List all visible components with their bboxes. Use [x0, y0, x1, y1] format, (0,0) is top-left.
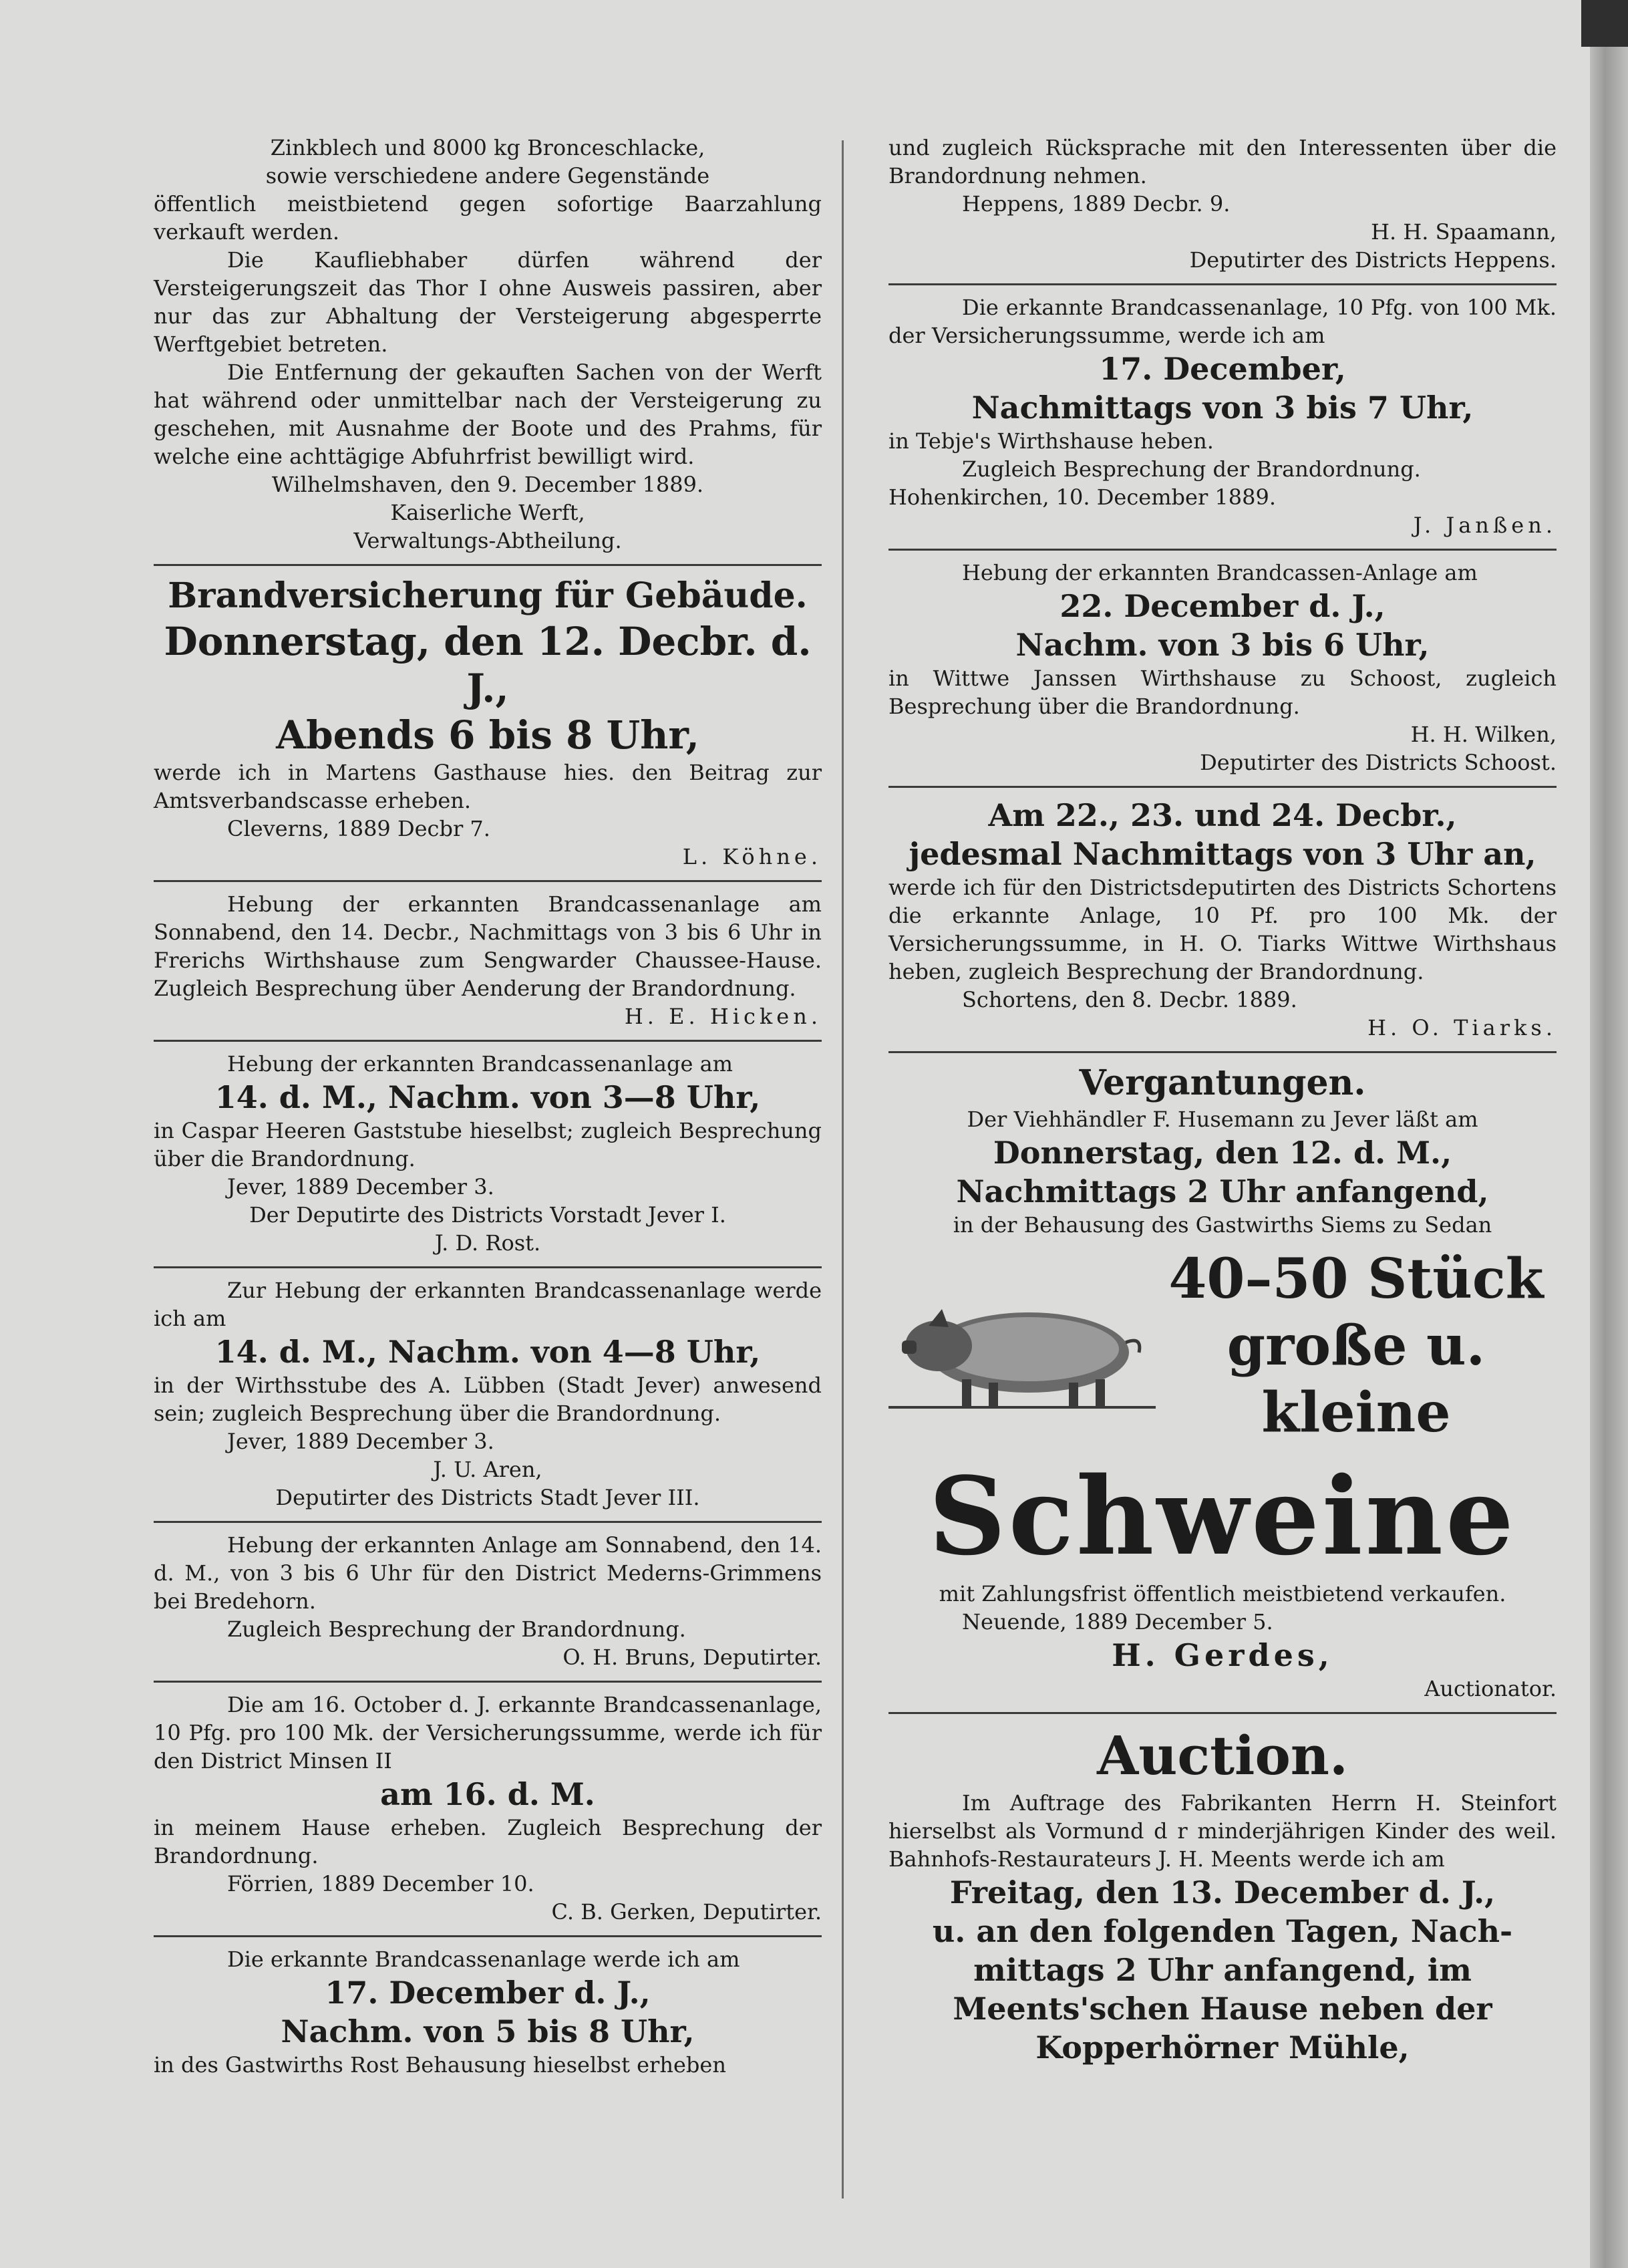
signature-role: Auctionator.	[1424, 1676, 1557, 1701]
notice-date: u. an den folgenden Tagen, Nach-	[932, 1913, 1513, 1949]
notice-time: Nachmittags von 3 bis 7 Uhr,	[971, 390, 1474, 426]
section-rule	[888, 786, 1557, 788]
notice-time: Nachm. von 5 bis 8 Uhr,	[281, 2013, 695, 2049]
section-rule	[154, 1040, 822, 1042]
place-date: Jever, 1889 December 3.	[227, 1429, 494, 1454]
notice-rost-behausung	[154, 1945, 822, 2079]
notice-body: werde ich in Martens Gasthause hies. den Beitrag zur Amtsverbandscasse erheben.	[154, 760, 822, 813]
column-divider	[842, 140, 844, 2199]
pig-icon	[888, 1279, 1156, 1413]
signature: L. Köhne.	[682, 844, 822, 869]
notice-heading: Vergantungen.	[1079, 1062, 1366, 1103]
notice-bruns	[154, 1531, 822, 1671]
notice-wilken	[888, 559, 1557, 776]
notice-vergantungen	[888, 1061, 1557, 1703]
signature: H. O. Tiarks.	[1367, 1015, 1557, 1040]
left-column	[154, 134, 822, 2079]
notice-aren	[154, 1276, 822, 1512]
notice-body: in der Wirthsstube des A. Lübben (Stadt Jever) anwesend sein; zugleich Besprechung über die Brandordnung.	[154, 1373, 822, 1426]
notice-rost	[154, 1050, 822, 1257]
notice-heading: Auction.	[1097, 1724, 1348, 1787]
section-rule	[888, 549, 1557, 551]
notice-time: jedesmal Nachmittags von 3 Uhr an,	[909, 836, 1536, 872]
signature: H. H. Wilken,	[1410, 722, 1557, 747]
signature: Der Deputirte des Districts Vorstadt Jever I.	[249, 1202, 726, 1228]
notice-brandversicherung	[154, 574, 822, 871]
notice-body: Hebung der erkannten Anlage am Sonnabend, den 14. d. M., von 3 bis 6 Uhr für den District Mederns-Grimmens bei Bredehorn.	[154, 1532, 822, 1614]
notice-gerken	[154, 1691, 822, 1926]
signature: C. B. Gerken, Deputirter.	[551, 1899, 822, 1925]
notice-date: Donnerstag, den 12. d. M.,	[993, 1135, 1452, 1171]
notice-date: Freitag, den 13. December d. J.,	[949, 1874, 1496, 1910]
signature: H. Gerdes,	[1112, 1637, 1333, 1673]
notice-date: Am 22., 23. und 24. Decbr.,	[988, 797, 1457, 833]
text-line: Zugleich Besprechung der Brandordnung.	[227, 1616, 686, 1642]
section-rule	[888, 283, 1557, 285]
notice-heading: Brandversicherung für Gebäude.	[168, 575, 808, 616]
text-line: Zinkblech und 8000 kg Bronceschlacke,	[270, 135, 705, 160]
signature: Deputirter des Districts Schoost.	[1200, 750, 1557, 775]
notice-date: Donnerstag, den 12. Decbr. d. J.,	[164, 619, 812, 711]
place-date: Schortens, den 8. Decbr. 1889.	[962, 987, 1297, 1012]
notice-body: Hebung der erkannten Brandcassenanlage am Sonnabend, den 14. Decbr., Nachmittags von 3 bis 6 Uhr in Frerichs Wirthshause zum Sengwarder Chaussee-Hause. Zugleich Besprechung über Aenderung der Brandordnung.	[154, 891, 822, 1001]
scan-corner	[1581, 0, 1628, 47]
notice-time: Nachm. von 3 bis 6 Uhr,	[1015, 627, 1430, 663]
notice-location: Meents'schen Hause neben der	[953, 1991, 1492, 2027]
notice-time: Nachmittags 2 Uhr anfangend,	[956, 1173, 1489, 1210]
notice-body: Die erkannte Brandcassenanlage, 10 Pfg. von 100 Mk. der Versicherungssumme, werde ich am	[888, 295, 1557, 348]
place-date: Hohenkirchen, 10. December 1889.	[888, 484, 1277, 510]
text-line: Die Kaufliebhaber dürfen während der Versteigerungszeit das Thor I ohne Ausweis passiren, aber nur das zur Abhaltung der Versteigerung abgesperrte Werftgebiet betreten.	[154, 247, 822, 357]
text-line: Zur Hebung der erkannten Brandcassenanlage werde ich am	[154, 1278, 822, 1331]
section-rule	[154, 1681, 822, 1683]
text-line: Die Entfernung der gekauften Sachen von der Werft hat während oder unmittelbar nach der Versteigerung zu geschehen, mit Ausnahme der Boote und des Prahms, für welche eine achttägige Abfuhrfrist bewilligt wird.	[154, 360, 822, 469]
pig-illustration-row	[888, 1246, 1557, 1446]
notice-hicken	[154, 890, 822, 1030]
section-rule	[154, 564, 822, 566]
signature: Verwaltungs-Abtheilung.	[353, 528, 622, 553]
place-date: Jever, 1889 December 3.	[227, 1174, 494, 1199]
section-rule	[154, 1935, 822, 1937]
notice-body: in des Gastwirths Rost Behausung hieselbst erheben	[154, 2052, 726, 2078]
notice-date: 14. d. M., Nachm. von 3—8 Uhr,	[214, 1079, 761, 1115]
place-date: Wilhelmshaven, den 9. December 1889.	[271, 472, 704, 497]
signature: J. Janßen.	[1413, 513, 1557, 538]
text-line: Hebung der erkannten Brandcassen-Anlage am	[962, 560, 1478, 585]
notice-body: in Caspar Heeren Gaststube hieselbst; zugleich Besprechung über die Brandordnung.	[154, 1118, 822, 1171]
notice-body: Die am 16. October d. J. erkannte Brandcassenanlage, 10 Pfg. pro 100 Mk. der Versicherungssumme, werde ich für den District Minsen II	[154, 1692, 822, 1774]
notice-body: in Wittwe Janssen Wirthshause zu Schoost, zugleich Besprechung über die Brandordnung.	[888, 666, 1557, 719]
notice-date: mittags 2 Uhr anfangend, im	[973, 1952, 1472, 1988]
notice-body: in meinem Hause erheben. Zugleich Besprechung der Brandordnung.	[154, 1815, 822, 1868]
text-line: Die erkannte Brandcassenanlage werde ich am	[227, 1947, 740, 1972]
right-column	[888, 134, 1557, 2067]
text-line: in der Behausung des Gastwirths Siems zu Sedan	[953, 1212, 1492, 1238]
text-line: öffentlich meistbietend gegen sofortige Baarzahlung verkauft werden.	[154, 191, 822, 245]
text-line: mit Zahlungsfrist öffentlich meistbietend verkaufen.	[939, 1581, 1506, 1606]
place-date: Neuende, 1889 December 5.	[962, 1609, 1273, 1635]
notice-werft	[154, 134, 822, 555]
place-date: Heppens, 1889 Decbr. 9.	[962, 191, 1231, 217]
notice-auction	[888, 1722, 1557, 2067]
signature: Kaiserliche Werft,	[390, 500, 585, 525]
notice-body: und zugleich Rücksprache mit den Interessenten über die Brandordnung nehmen.	[888, 135, 1557, 188]
notice-date: 17. December,	[1099, 351, 1346, 387]
notice-location: Kopperhörner Mühle,	[1035, 2029, 1410, 2066]
signature: Deputirter des Districts Stadt Jever III.	[275, 1485, 700, 1510]
notice-date: 17. December d. J.,	[325, 1975, 651, 2011]
section-rule	[154, 880, 822, 882]
text-line: Der Viehhändler F. Husemann zu Jever läßt am	[967, 1107, 1478, 1132]
text-line: Hebung der erkannten Brandcassenanlage am	[227, 1051, 733, 1077]
signature: O. H. Bruns, Deputirter.	[562, 1645, 822, 1670]
signature: H. E. Hicken.	[624, 1004, 822, 1029]
sale-size: große u. kleine	[1227, 1314, 1486, 1445]
signature: J. U. Aren,	[433, 1457, 542, 1482]
text-line: Zugleich Besprechung der Brandordnung.	[962, 456, 1421, 482]
section-rule	[154, 1521, 822, 1523]
notice-date: 22. December d. J.,	[1060, 588, 1386, 624]
section-rule	[154, 1266, 822, 1268]
notice-body: werde ich für den Districtsdeputirten des Districts Schortens die erkannte Anlage, 10 Pf. pro 100 Mk. der Versicherungssumme, in H. O. Tiarks Wittwe Wirthshaus heben, zugleich Besprechung der Brandordnung.	[888, 875, 1557, 984]
signature: Deputirter des Districts Heppens.	[1189, 247, 1557, 273]
place-date: Förrien, 1889 December 10.	[227, 1871, 534, 1896]
text-line: sowie verschiedene andere Gegenstände	[265, 163, 710, 188]
section-rule	[888, 1712, 1557, 1714]
notice-spaamann	[888, 134, 1557, 274]
section-rule	[888, 1051, 1557, 1053]
notice-date: 14. d. M., Nachm. von 4—8 Uhr,	[214, 1334, 761, 1370]
sale-count: 40–50 Stück	[1168, 1247, 1544, 1311]
signature: H. H. Spaamann,	[1371, 219, 1557, 245]
notice-tiarks	[888, 796, 1557, 1042]
notice-janssen	[888, 293, 1557, 539]
pig-sale-count	[1156, 1246, 1557, 1446]
page-edge	[1590, 0, 1628, 2268]
place-date: Cleverns, 1889 Decbr 7.	[227, 816, 490, 841]
notice-date: am 16. d. M.	[380, 1776, 595, 1812]
text-line: in Tebje's Wirthshause heben.	[888, 428, 1214, 454]
sale-animal: Schweine	[929, 1453, 1516, 1579]
signature: J. D. Rost.	[434, 1230, 541, 1256]
notice-time: Abends 6 bis 8 Uhr,	[276, 712, 699, 758]
notice-body: Im Auftrage des Fabrikanten Herrn H. Steinfort hierselbst als Vormund d r minderjährigen Kinder des weil. Bahnhofs-Restaurateurs J. H. Meents werde ich am	[888, 1790, 1557, 1872]
